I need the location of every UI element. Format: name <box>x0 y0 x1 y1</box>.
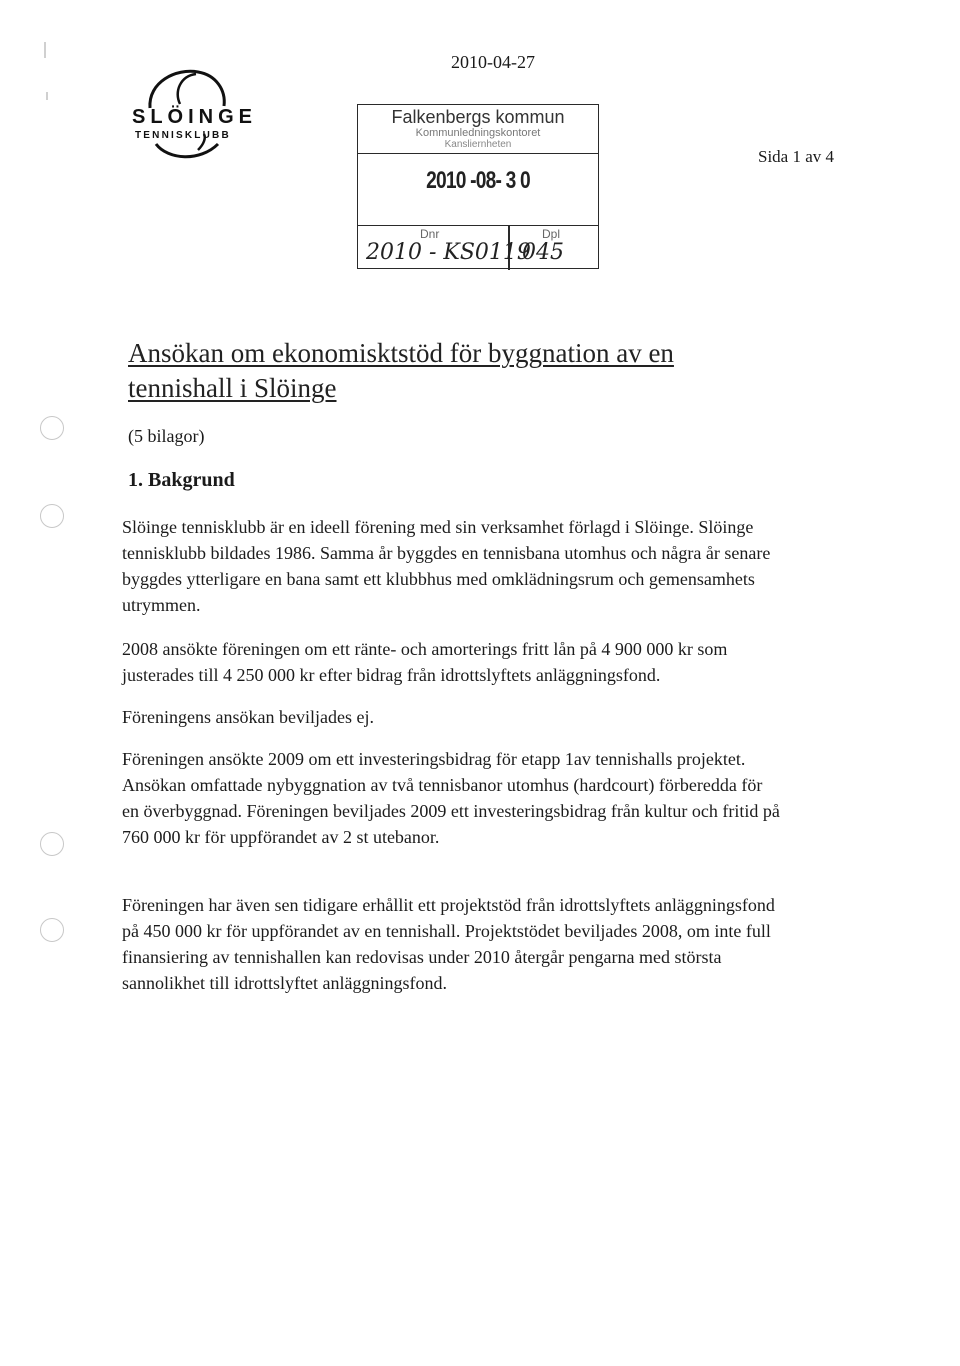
stamp-organization: Falkenbergs kommun <box>391 107 565 127</box>
received-stamp <box>357 104 599 269</box>
attachments-note: (5 bilagor) <box>128 426 205 446</box>
paragraph: 2008 ansökte föreningen om ett ränte- och amorterings fritt lån på 4 900 000 kr som justerades till 4 250 000 kr efter bidrag från idrottslyftets anläggningsfond. <box>122 639 728 685</box>
binder-hole <box>40 918 64 942</box>
club-logo <box>128 64 258 164</box>
document-title: Ansökan om ekonomisktstöd för byggnation av en tennishall i Slöinge <box>128 338 674 403</box>
stamp-registry <box>358 225 598 270</box>
scan-mark <box>44 42 46 58</box>
paragraph: Föreningen ansökte 2009 om ett investeringsbidrag för etapp 1av tennishalls projektet. Ansökan omfattade nybyggnation av två tennisbanor utomhus (hardcourt) förberedda för en överbyggnad. Föreningen beviljades 2009 ett investeringsbidrag från kultur och fritid på 760 000 kr för uppförandet av 2 st utebanor. <box>122 749 780 847</box>
paragraph: Föreningens ansökan beviljades ej. <box>122 707 374 727</box>
logo-subtitle: TENNISKLUBB <box>135 130 231 141</box>
stamp-department: Kommunledningskontoret <box>415 127 541 139</box>
stamp-received-date: 2010 -08- 3 0 <box>426 167 530 194</box>
stamp-unit: Kansliernheten <box>444 139 512 150</box>
stamp-header <box>358 105 598 154</box>
paragraph: Slöinge tennisklubb är en ideell förening med sin verksamhet förlagd i Slöinge. Slöinge tennisklubb bildades 1986. Samma år byggdes en tennisbana utomhus och några år senare byggdes ytterligare en bana samt ett klubbhus med omklädningsrum och gemensamhets utrymmen. <box>122 517 771 615</box>
logo-name: SLÖINGE <box>132 106 258 128</box>
stamp-dnr-value: 2010 - KS0119 <box>366 240 531 265</box>
stamp-dpl-label: Dpl <box>542 227 561 241</box>
scan-mark <box>46 92 48 100</box>
stamp-dnr-label: Dnr <box>420 227 440 241</box>
stamp-dpl-value: 045 <box>522 240 564 265</box>
binder-hole <box>40 832 64 856</box>
binder-hole <box>40 416 64 440</box>
section-heading: 1. Bakgrund <box>128 469 235 491</box>
paragraph: Föreningen har även sen tidigare erhållit ett projektstöd från idrottslyftets anläggningsfond på 450 000 kr för uppförandet av en tennishall. Projektstödet beviljades 2008, om inte full finansiering av tennishallen kan redovisas under 2010 återgår pengarna med största sannolikhet till idrottslyftet anläggningsfond. <box>122 895 775 993</box>
page-number: Sida 1 av 4 <box>758 147 835 166</box>
document-date: 2010-04-27 <box>451 52 535 72</box>
binder-hole <box>40 504 64 528</box>
